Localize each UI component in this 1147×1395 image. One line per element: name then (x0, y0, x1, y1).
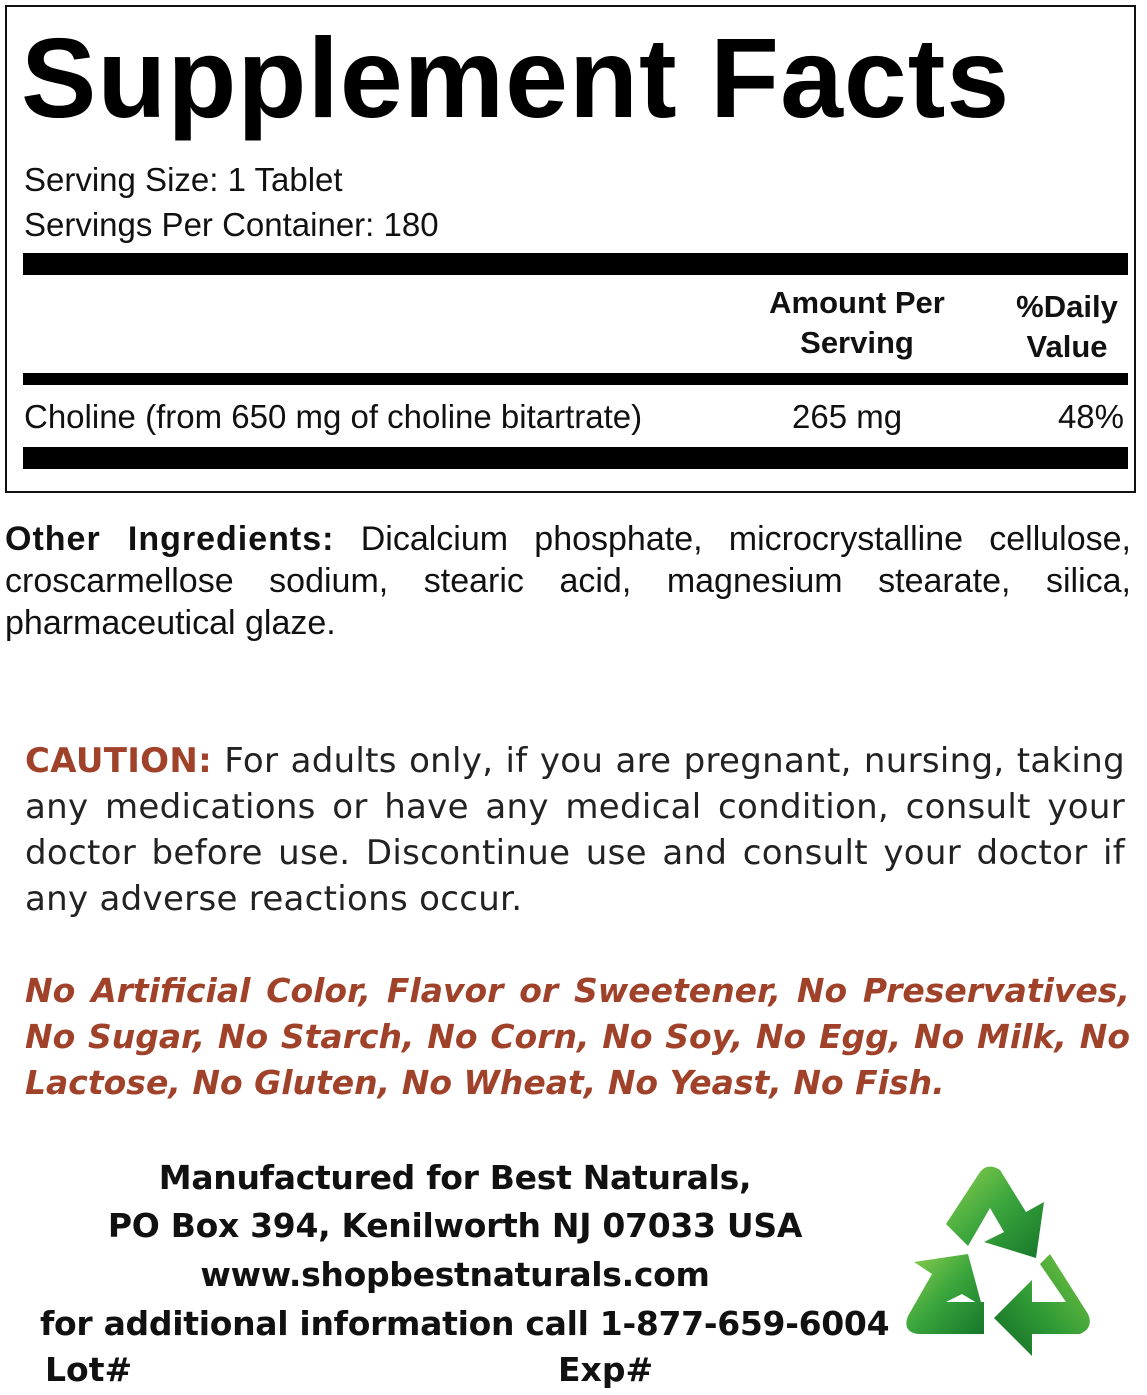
caution-statement (25, 738, 1125, 922)
serving-size: Serving Size: 1 Tablet (24, 161, 343, 198)
servings-per-container: Servings Per Container: 180 (24, 206, 439, 243)
exp-label: Exp# (558, 1350, 654, 1389)
thick-divider (23, 253, 1128, 275)
recycle-icon (888, 1162, 1106, 1367)
supplement-facts-panel (5, 5, 1136, 493)
other-ingredients-text: Dicalcium phosphate, microcrystalline cellulose, croscarmellose sodium, stearic acid, magnesium stearate, silica, pharmaceutical glaze. (5, 520, 1132, 642)
column-header-amount (752, 283, 962, 363)
bottom-divider (23, 447, 1128, 469)
nutrient-amount: 265 mg (792, 398, 903, 435)
free-from-claims: No Artificial Color, Flavor or Sweetener, No Preservatives, No Sugar, No Starch, No Corn, No Soy, No Egg, No Milk, No Lactose, No Gluten, No Wheat, No Yeast, No Fish. (25, 971, 1130, 1102)
manufacturer-address: PO Box 394, Kenilworth NJ 07033 USA (107, 1206, 803, 1245)
column-header-amount-line1: Amount Per (769, 285, 945, 320)
manufacturer-website: www.shopbestnaturals.com (200, 1255, 710, 1294)
other-ingredients-label: Other Ingredients: (5, 520, 335, 558)
column-header-daily-line2: Value (1026, 329, 1108, 364)
caution-text: For adults only, if you are pregnant, nursing, taking any medications or have any medical condition, consult your doctor before use. Discontinue use and consult your doctor if any adverse reactions occur. (25, 741, 1125, 919)
caution-label: CAUTION: (25, 741, 213, 781)
manufacturer-phone: for additional information call 1-877-659-6004 (40, 1304, 890, 1343)
nutrient-daily-value: 48% (1057, 398, 1124, 435)
other-ingredients (5, 518, 1131, 644)
column-header-daily-value (997, 287, 1137, 367)
nutrient-name: Choline (from 650 mg of choline bitartrate) (24, 398, 643, 435)
lot-label: Lot# (45, 1350, 133, 1389)
column-header-amount-line2: Serving (800, 325, 914, 360)
medium-divider (23, 373, 1128, 385)
facts-title: Supplement Facts (21, 15, 1011, 141)
column-header-daily-line1: %Daily (1016, 289, 1118, 324)
manufacturer-line-1: Manufactured for Best Naturals, (158, 1158, 752, 1197)
